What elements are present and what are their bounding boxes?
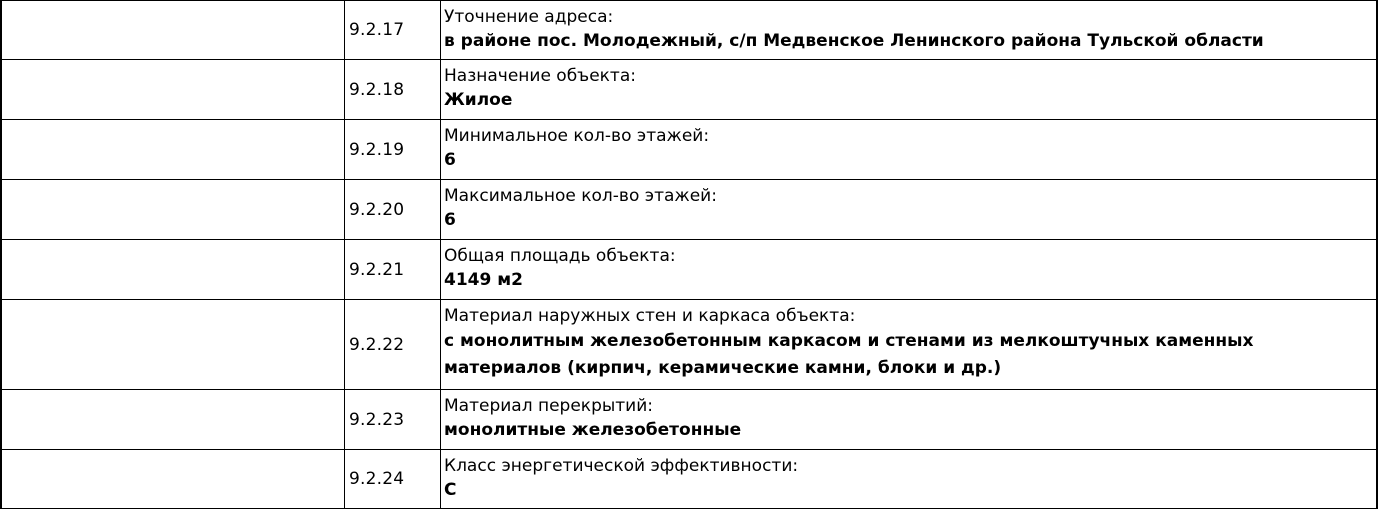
- item-label: Класс энергетической эффективности:: [444, 456, 799, 476]
- item-content: [441, 1, 1376, 59]
- table-row: [2, 240, 1376, 300]
- item-value: С: [444, 480, 457, 500]
- item-label: Материал наружных стен и каркаса объекта:: [444, 306, 856, 326]
- item-number: 9.2.17: [345, 1, 441, 59]
- item-label: Материал перекрытий:: [444, 396, 654, 416]
- item-content: [441, 60, 1376, 119]
- item-number: 9.2.18: [345, 60, 441, 119]
- item-content: [441, 180, 1376, 239]
- item-number: 9.2.22: [345, 300, 441, 389]
- blank-cell: [2, 390, 345, 449]
- item-content: [441, 450, 1376, 508]
- blank-cell: [2, 240, 345, 299]
- table-row: [2, 390, 1376, 450]
- blank-cell: [2, 60, 345, 119]
- item-value: Жилое: [444, 90, 513, 110]
- item-number: 9.2.20: [345, 180, 441, 239]
- table-row: [2, 120, 1376, 180]
- item-content: [441, 120, 1376, 179]
- table-row: [2, 0, 1376, 60]
- table-row: [2, 450, 1376, 509]
- item-label: Минимальное кол-во этажей:: [444, 126, 710, 146]
- table-row: [2, 60, 1376, 120]
- blank-cell: [2, 120, 345, 179]
- item-value: 6: [444, 150, 456, 170]
- item-value: с монолитным железобетонным каркасом и стенами из мелкоштучных каменных материалов (кирпич, керамические камни, блоки и др.): [444, 331, 1254, 378]
- item-content: [441, 390, 1376, 449]
- item-number: 9.2.23: [345, 390, 441, 449]
- item-number: 9.2.24: [345, 450, 441, 508]
- item-content: [441, 240, 1376, 299]
- item-value: в районе пос. Молодежный, с/п Медвенское Ленинского района Тульской области: [444, 31, 1264, 51]
- item-value: 6: [444, 210, 456, 230]
- item-number: 9.2.19: [345, 120, 441, 179]
- item-label: Уточнение адреса:: [444, 7, 614, 27]
- item-label: Максимальное кол-во этажей:: [444, 186, 717, 206]
- item-label: Назначение объекта:: [444, 66, 636, 86]
- blank-cell: [2, 300, 345, 389]
- item-content: [441, 300, 1376, 389]
- item-value: монолитные железобетонные: [444, 420, 742, 440]
- blank-cell: [2, 180, 345, 239]
- item-label: Общая площадь объекта:: [444, 246, 676, 266]
- item-value: 4149 м2: [444, 270, 523, 290]
- blank-cell: [2, 1, 345, 59]
- table-row: [2, 300, 1376, 390]
- table-row: [2, 180, 1376, 240]
- blank-cell: [2, 450, 345, 508]
- item-number: 9.2.21: [345, 240, 441, 299]
